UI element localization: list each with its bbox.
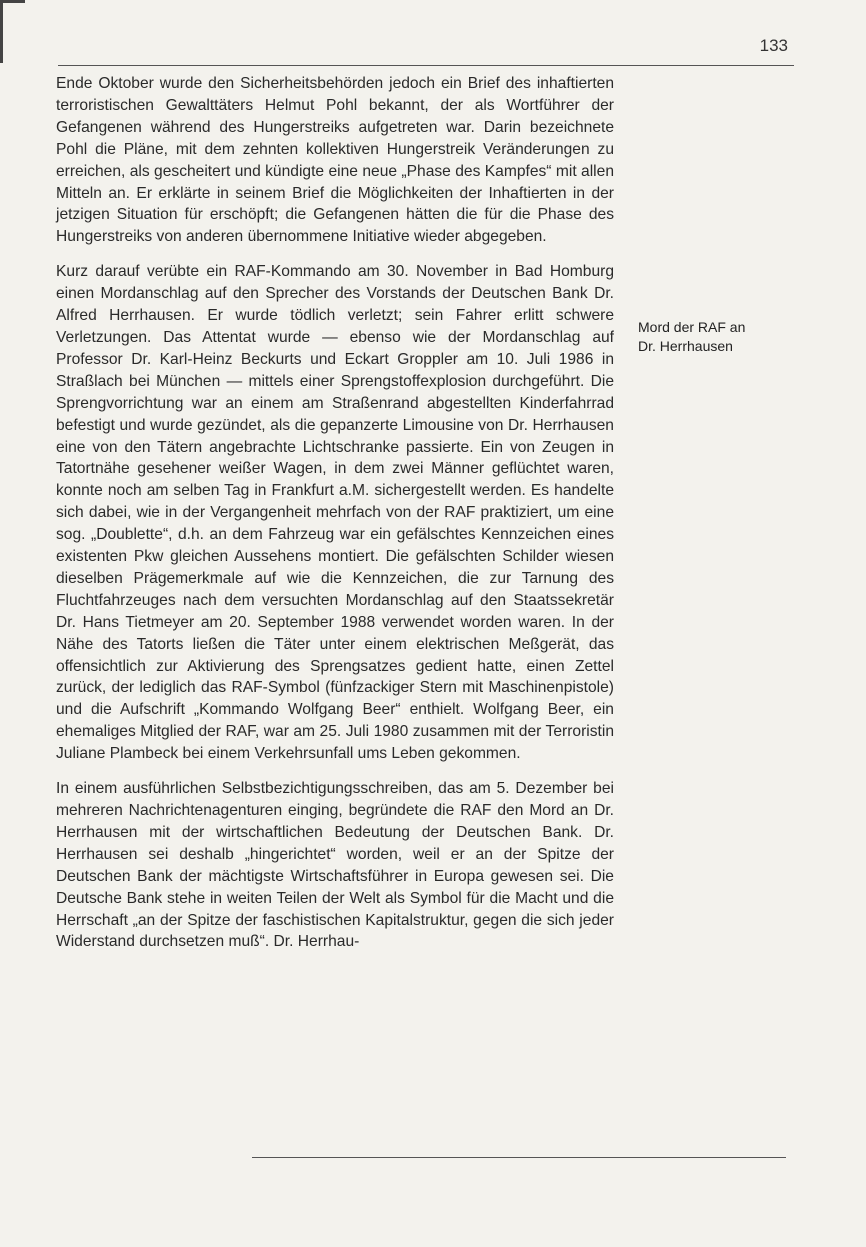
footer-rule: [252, 1157, 786, 1158]
margin-note-line: Dr. Herrhausen: [638, 338, 733, 354]
paragraph-raf-claim: In einem ausführlichen Selbstbezichtigungsschreiben, das am 5. Dezember bei mehreren Nachrichtenagenturen einging, begründete die RAF den Mord an Dr. Herrhausen mit der wirtschaftlichen Bedeutung der Deutschen Bank. Dr. Herrhausen sei deshalb „hingerichtet“ worden, weil er an der Spitze der Deutschen Bank der mächtigste Wirtschaftsführer in Europa gewesen sei. Die Deutsche Bank stehe in weiten Teilen der Welt als Symbol für die Macht und die Herrschaft „an der Spitze der faschistischen Kapitalstruktur, gegen die sich jeder Widerstand durchsetzen muß“. Dr. Herrhau-: [56, 780, 614, 951]
body-text-column: [56, 73, 614, 953]
margin-note-line: Mord der RAF an: [638, 319, 746, 335]
page-number: 133: [759, 36, 788, 55]
corner-crop-mark: [0, 0, 25, 63]
paragraph-pohl-letter: Ende Oktober wurde den Sicherheitsbehörden jedoch ein Brief des inhaftierten terroristischen Gewalttäters Helmut Pohl bekannt, der als Wortführer der Gefangenen während des Hungerstreiks aufgetreten war. Darin bezeichnete Pohl die Pläne, mit dem zehnten kollektiven Hungerstreik Veränderungen zu erreichen, als gescheitert und kündigte eine neue „Phase des Kampfes“ mit allen Mitteln an. Er erklärte in seinem Brief die Möglichkeiten der Inhaftierten in der jetzigen Situation für erschöpft; die Gefangenen hätten die für die Phase des Hungerstreiks von anderen übernommene Initiative wieder abgegeben.: [56, 75, 614, 246]
margin-note: [638, 318, 808, 356]
header-rule: [58, 65, 794, 66]
paragraph-herrhausen-attack: Kurz darauf verübte ein RAF-Kommando am 30. November in Bad Homburg einen Mordanschlag auf den Sprecher des Vorstands der Deutschen Bank Dr. Alfred Herrhausen. Er wurde tödlich verletzt; sein Fahrer erlitt schwere Verletzungen. Das Attentat wurde — ebenso wie der Mordanschlag auf Professor Dr. Karl-Heinz Beckurts und Eckart Groppler am 10. Juli 1986 in Straßlach bei München — mittels einer Sprengstoffexplosion durchgeführt. Die Sprengvorrichtung war an einem am Straßenrand abgestellten Kinderfahrrad befestigt und wurde gezündet, als die gepanzerte Limousine von Dr. Herrhausen eine von den Tätern angebrachte Lichtschranke passierte. Ein von Zeugen in Tatortnähe gesehener weißer Wagen, in dem zwei Männer geflüchtet waren, konnte noch am selben Tag in Frankfurt a.M. sichergestellt werden. Es handelte sich dabei, wie in der Vergangenheit mehrfach von der RAF praktiziert, um eine sog. „Doublette“, d.h. an dem Fahrzeug war ein gefälschtes Kennzeichen eines existenten Pkw gleichen Aussehens montiert. Die gefälschten Schilder wiesen dieselben Prägemerkmale auf wie die Kennzeichen, die zur Tarnung des Fluchtfahrzeuges nach dem versuchten Mordanschlag auf den Staatssekretär Dr. Hans Tietmeyer am 20. September 1988 verwendet worden waren. In der Nähe des Tatorts ließen die Täter unter einem elektrischen Meßgerät, das offensichtlich zur Aktivierung des Sprengsatzes gedient hatte, einen Zettel zurück, der lediglich das RAF-Symbol (fünfzackiger Stern mit Maschinenpistole) und die Aufschrift „Kommando Wolfgang Beer“ enthielt. Wolfgang Beer, ein ehemaliges Mitglied der RAF, war am 25. Juli 1980 zusammen mit der Terroristin Juliane Plambeck bei einem Verkehrsunfall ums Leben gekommen.: [56, 263, 614, 763]
